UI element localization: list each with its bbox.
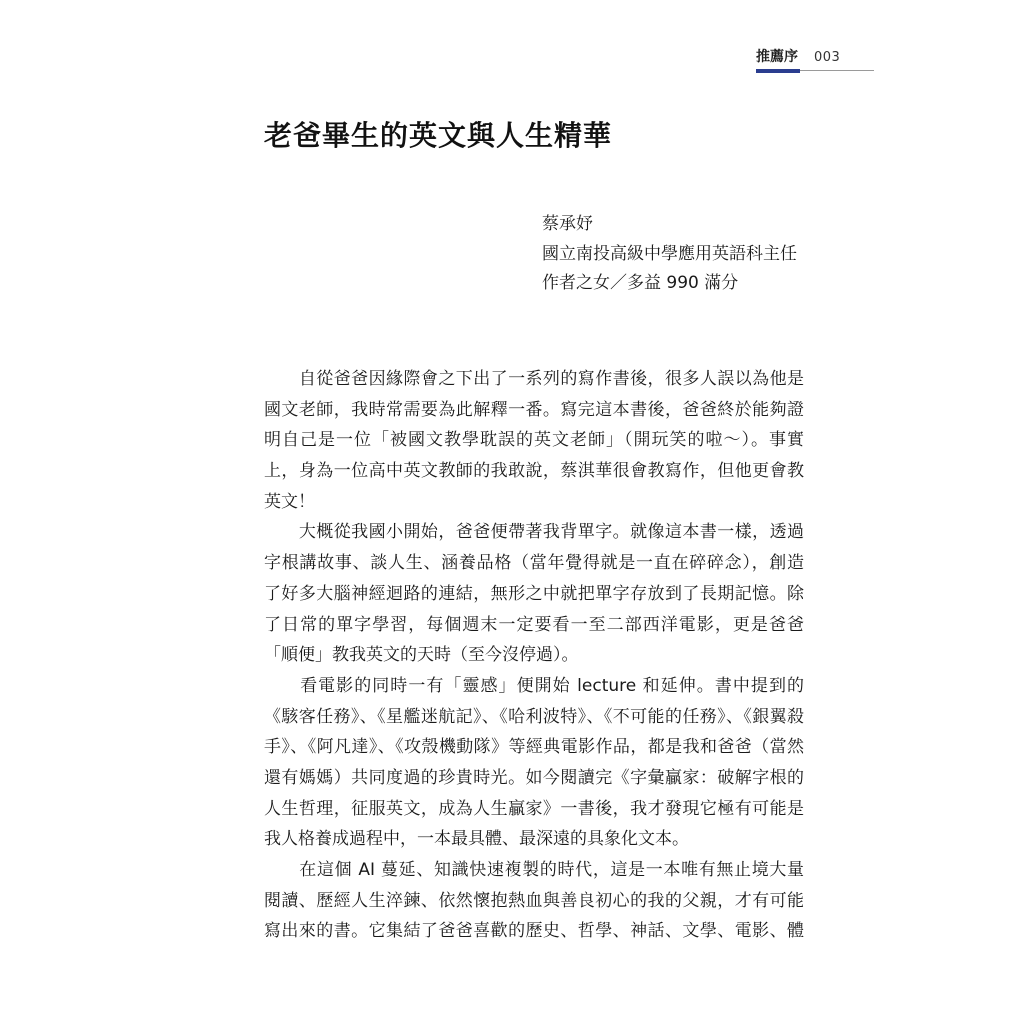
body-line: 手》、《阿凡達》、《攻殼機動隊》等經典電影作品，都是我和爸爸（當然 bbox=[264, 737, 804, 758]
body-line: 在這個 AI 蔓延、知識快速複製的時代，這是一本唯有無止境大量 bbox=[264, 860, 804, 880]
body-line: 寫出來的書。它集結了爸爸喜歡的歷史、哲學、神話、文學、電影、體 bbox=[264, 921, 804, 942]
body-line: 《駭客任務》、《星艦迷航記》、《哈利波特》、《不可能的任務》、《銀翼殺 bbox=[264, 706, 804, 727]
body-line: 「順便」教我英文的天時（至今沒停過）。 bbox=[264, 645, 579, 666]
body-line: 大概從我國小開始，爸爸便帶著我背單字。就像這本書一樣，透過 bbox=[264, 522, 804, 543]
body-line: 我人格養成過程中，一本最具體、最深遠的具象化文本。 bbox=[264, 829, 689, 850]
section-label: 推薦序 bbox=[756, 49, 798, 65]
chapter-title: 老爸畢生的英文與人生精華 bbox=[264, 119, 613, 152]
body-line: 還有媽媽）共同度過的珍貴時光。如今閱讀完《字彙贏家：破解字根的 bbox=[264, 767, 804, 788]
body-line: 閱讀、歷經人生淬鍊、依然懷抱熱血與善良初心的我的父親，才有可能 bbox=[264, 890, 804, 911]
running-header bbox=[756, 48, 874, 74]
body-line: 人生哲理，征服英文，成為人生贏家》一書後，我才發現它極有可能是 bbox=[264, 798, 804, 819]
body-line: 上，身為一位高中英文教師的我敢說，蔡淇華很會教寫作，但他更會教 bbox=[264, 461, 804, 482]
body-line: 看電影的同時一有「靈感」便開始 lecture 和延伸。書中提到的 bbox=[264, 675, 804, 696]
body-line: 明自己是一位「被國文教學耽誤的英文老師」（開玩笑的啦～）。事實 bbox=[264, 430, 804, 451]
header-accent-bar bbox=[756, 69, 800, 73]
body-line: 自從爸爸因緣際會之下出了一系列的寫作書後，很多人誤以為他是 bbox=[264, 369, 804, 389]
body-text bbox=[264, 364, 804, 947]
body-line: 了日常的單字學習，每個週末一定要看一至二部西洋電影，更是爸爸 bbox=[264, 614, 804, 635]
page-number: 003 bbox=[814, 50, 841, 65]
body-line: 英文！ bbox=[264, 491, 315, 512]
author-name: 蔡承妤 bbox=[542, 214, 593, 234]
body-line: 國文老師，我時常需要為此解釋一番。寫完這本書後，爸爸終於能夠證 bbox=[264, 399, 804, 420]
body-line: 字根講故事、談人生、涵養品格（當年覺得就是一直在碎碎念），創造 bbox=[264, 553, 804, 574]
author-position: 國立南投高級中學應用英語科主任 bbox=[542, 243, 797, 264]
body-line: 了好多大腦神經迴路的連結，無形之中就把單字存放到了長期記憶。除 bbox=[264, 583, 804, 604]
author-credential: 作者之女／多益 990 滿分 bbox=[542, 273, 739, 293]
author-byline bbox=[542, 210, 812, 299]
